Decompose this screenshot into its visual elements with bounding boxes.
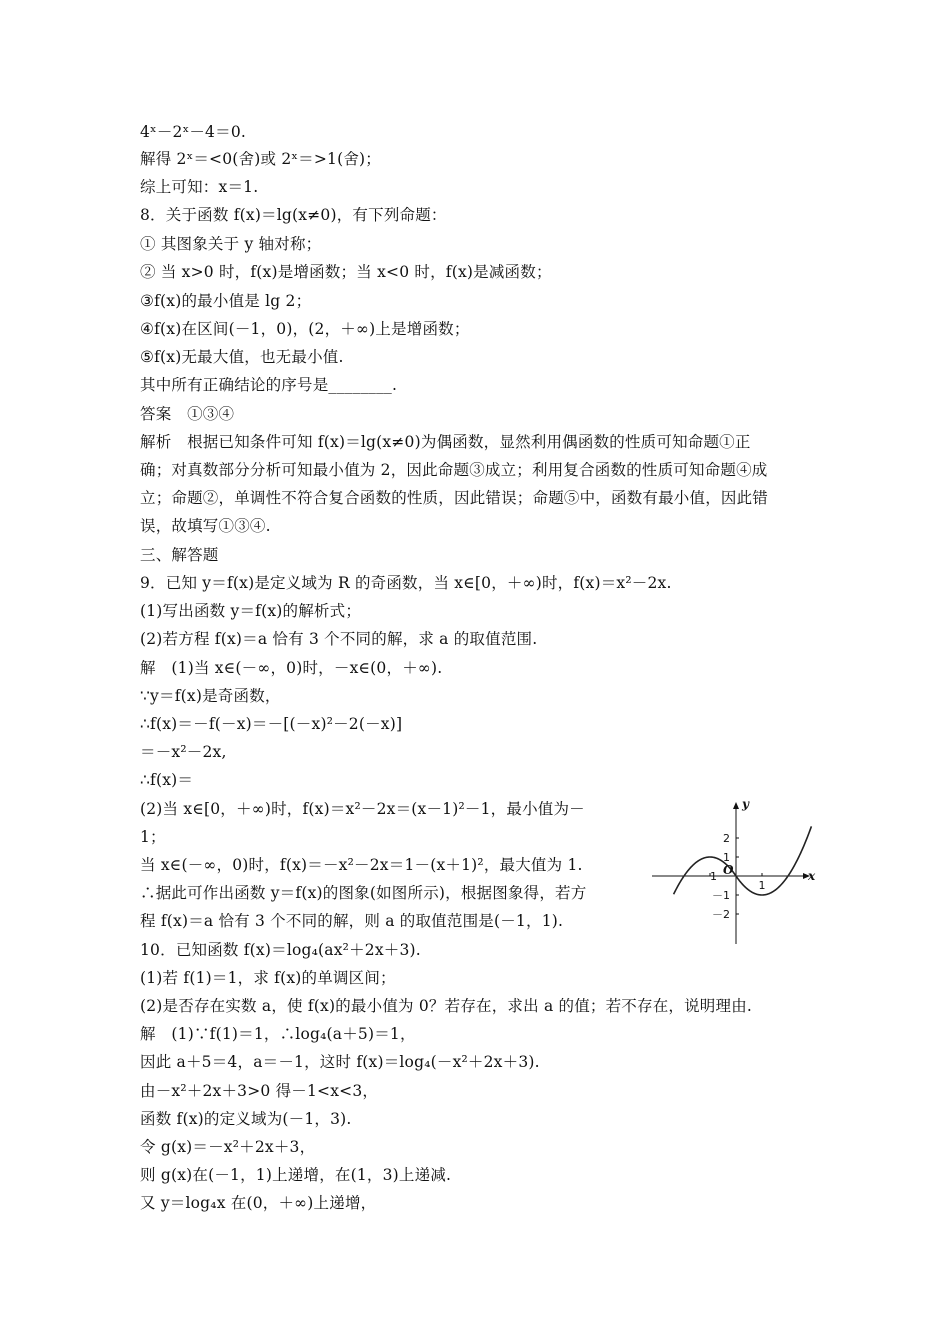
x-tick-label: －1 bbox=[699, 870, 717, 883]
text-line: 其中所有正确结论的序号是________. bbox=[140, 376, 398, 394]
y-tick-label: 1 bbox=[723, 851, 730, 864]
text-line: 解得 2ˣ＝<0(舍)或 2ˣ＝>1(舍)； bbox=[140, 150, 382, 168]
graph-svg bbox=[648, 796, 818, 946]
text-line: (1)若 f(1)＝1，求 f(x)的单调区间； bbox=[140, 969, 396, 987]
y-axis-label: y bbox=[742, 797, 749, 811]
function-curve bbox=[674, 826, 812, 895]
text-line: 10．已知函数 f(x)＝log₄(ax²＋2x＋3). bbox=[140, 941, 421, 959]
text-line: 解 (1)∵f(1)＝1，∴log₄(a＋5)＝1， bbox=[140, 1025, 416, 1043]
text-line: 当 x∈(－∞，0)时，f(x)＝－x²－2x＝1－(x＋1)²，最大值为 1. bbox=[140, 856, 583, 874]
text-line: ∴据此可作出函数 y＝f(x)的图象(如图所示)，根据图象得，若方 bbox=[140, 884, 587, 902]
text-line: 1； bbox=[140, 828, 166, 846]
text-line: 确；对真数部分分析可知最小值为 2，因此命题③成立；利用复合函数的性质可知命题④成 bbox=[140, 461, 768, 479]
text-line: ① 其图象关于 y 轴对称； bbox=[140, 235, 322, 253]
text-line: ∵y＝f(x)是奇函数， bbox=[140, 687, 281, 705]
text-line: 因此 a＋5＝4，a＝－1，这时 f(x)＝log₄(－x²＋2x＋3). bbox=[140, 1053, 540, 1071]
text-line: (2)当 x∈[0，＋∞)时，f(x)＝x²－2x＝(x－1)²－1，最小值为－ bbox=[140, 800, 585, 818]
y-tick-label: －2 bbox=[712, 908, 730, 921]
text-line: ③f(x)的最小值是 lg 2； bbox=[140, 292, 312, 310]
text-line: 综上可知：x＝1. bbox=[140, 178, 259, 196]
text-line: (2)若方程 f(x)＝a 恰有 3 个不同的解，求 a 的取值范围. bbox=[140, 630, 538, 648]
x-tick-label: 1 bbox=[758, 879, 766, 892]
text-line: ＝－x²－2x, bbox=[140, 743, 227, 761]
text-line: 立；命题②，单调性不符合复合函数的性质，因此错误；命题⑤中，函数有最小值，因此错 bbox=[140, 489, 769, 507]
text-line: (1)写出函数 y＝f(x)的解析式； bbox=[140, 602, 362, 620]
text-line: ∴f(x)＝ bbox=[140, 771, 194, 789]
text-line: 答案 ①③④ bbox=[140, 405, 235, 423]
text-line: ④f(x)在区间(－1，0)，(2，＋∞)上是增函数； bbox=[140, 320, 470, 338]
text-line: 4ˣ－2ˣ－4＝0. bbox=[140, 123, 247, 141]
text-line: ⑤f(x)无最大值，也无最小值. bbox=[140, 348, 344, 366]
x-axis-label: x bbox=[808, 869, 816, 883]
text-line: ∴f(x)＝－f(－x)＝－[(－x)²－2(－x)] bbox=[140, 715, 403, 733]
function-graph bbox=[648, 796, 818, 946]
text-line: 函数 f(x)的定义域为(－1，3). bbox=[140, 1110, 352, 1128]
origin-label: O bbox=[723, 863, 734, 877]
y-tick-label: 2 bbox=[723, 832, 730, 845]
text-line: 令 g(x)＝－x²＋2x＋3， bbox=[140, 1138, 316, 1156]
y-axis-arrow bbox=[733, 802, 739, 809]
text-line: 又 y＝log₄x 在(0，＋∞)上递增， bbox=[140, 1194, 377, 1212]
text-line: 程 f(x)＝a 恰有 3 个不同的解，则 a 的取值范围是(－1，1). bbox=[140, 912, 564, 930]
text-line: 8．关于函数 f(x)＝lg(x≠0)，有下列命题： bbox=[140, 206, 447, 224]
text-line: 由－x²＋2x＋3>0 得－1<x<3， bbox=[140, 1082, 379, 1100]
y-tick-label: －1 bbox=[712, 889, 730, 902]
text-line: 9．已知 y＝f(x)是定义域为 R 的奇函数，当 x∈[0，＋∞)时，f(x)＝x²－2x. bbox=[140, 574, 672, 592]
text-line: ② 当 x>0 时，f(x)是增函数；当 x<0 时，f(x)是减函数； bbox=[140, 263, 552, 281]
text-line: 解 (1)当 x∈(－∞，0)时，－x∈(0，＋∞). bbox=[140, 659, 443, 677]
text-line: 误，故填写①③④. bbox=[140, 517, 271, 535]
text-line: (2)是否存在实数 a，使 f(x)的最小值为 0？若存在，求出 a 的值；若不存在，说明理由. bbox=[140, 997, 753, 1015]
text-line: 三、解答题 bbox=[140, 546, 219, 564]
text-line: 则 g(x)在(－1，1)上递增，在(1，3)上递减. bbox=[140, 1166, 452, 1184]
text-line: 解析 根据已知条件可知 f(x)＝lg(x≠0)为偶函数，显然利用偶函数的性质可知命题①正 bbox=[140, 433, 751, 451]
